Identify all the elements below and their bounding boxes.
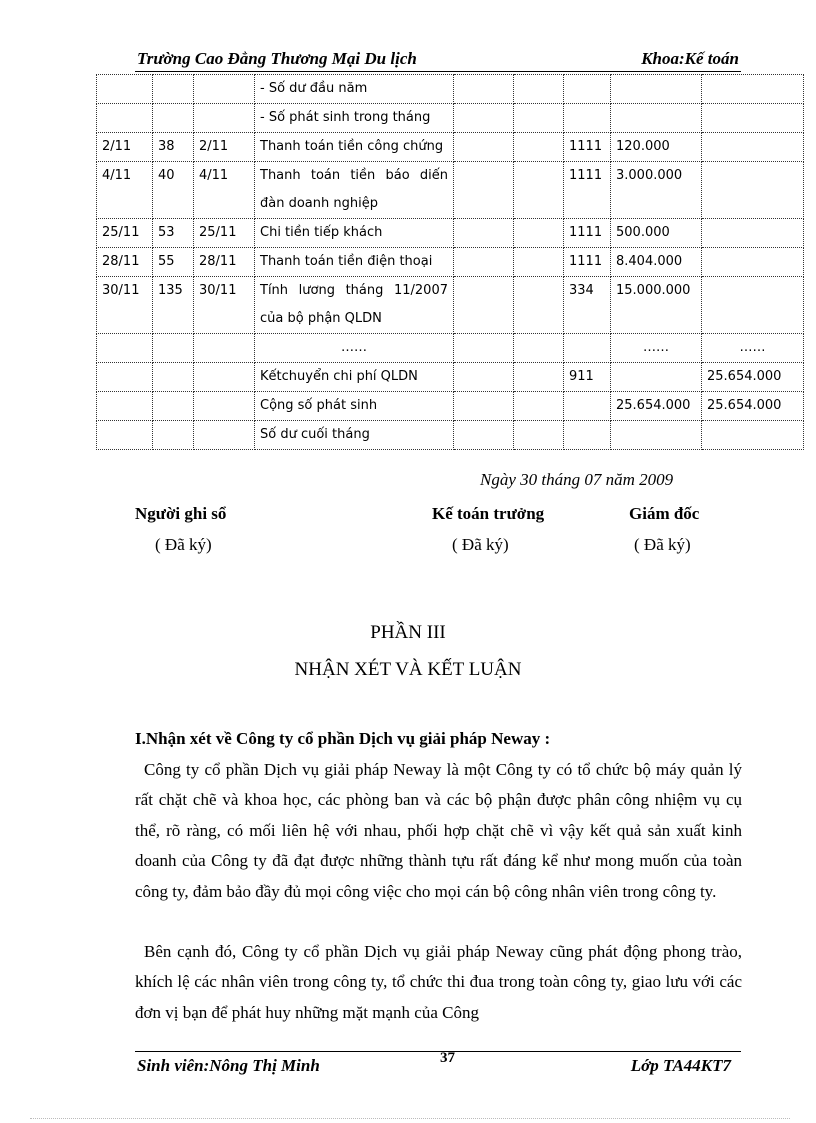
table-cell (702, 162, 804, 219)
table-cell: 500.000 (611, 219, 702, 248)
part-title: NHẬN XÉT VÀ KẾT LUẬN (294, 659, 522, 680)
table-cell (194, 421, 255, 450)
table-cell (611, 75, 702, 104)
table-cell (514, 421, 564, 450)
table-cell: 55 (153, 248, 194, 277)
section-title: I.Nhận xét về Công ty cổ phần Dịch vụ giải pháp Neway : (135, 729, 551, 748)
table-cell: 25.654.000 (611, 392, 702, 421)
table-cell (194, 392, 255, 421)
bottom-divider (30, 1118, 790, 1119)
table-cell: - Số dư đầu năm (255, 75, 454, 104)
table-cell: 28/11 (194, 248, 255, 277)
header-faculty: Khoa:Kế toán (641, 49, 739, 68)
table-cell (454, 219, 514, 248)
table-cell: 30/11 (194, 277, 255, 334)
signature-director (629, 504, 699, 555)
table-cell (97, 363, 153, 392)
table-cell (564, 334, 611, 363)
table-cell: Thanh toán tiền công chứng (255, 133, 454, 162)
signature-recorder (135, 504, 226, 555)
table-cell (97, 334, 153, 363)
table-cell: Tính lương tháng 11/2007 của bộ phận QLDN (255, 277, 454, 334)
table-cell: 53 (153, 219, 194, 248)
signature-role: Giám đốc (629, 504, 700, 523)
table-cell: 2/11 (194, 133, 255, 162)
table-cell (514, 248, 564, 277)
table-cell (97, 421, 153, 450)
table-cell (702, 75, 804, 104)
table-cell (97, 104, 153, 133)
table-cell (153, 421, 194, 450)
table-cell (611, 104, 702, 133)
page-footer (135, 1051, 741, 1082)
table-cell: 1111 (564, 248, 611, 277)
table-row (97, 219, 804, 248)
table-cell (611, 363, 702, 392)
table-cell (454, 75, 514, 104)
table-row (97, 392, 804, 421)
table-cell: …… (611, 334, 702, 363)
table-cell: 911 (564, 363, 611, 392)
table-cell (564, 75, 611, 104)
table-row (97, 421, 804, 450)
table-cell (702, 219, 804, 248)
table-cell (611, 421, 702, 450)
table-cell: …… (702, 334, 804, 363)
signature-role: Người ghi sổ (135, 504, 227, 523)
table-cell (702, 277, 804, 334)
signature-chief-accountant (432, 504, 544, 555)
table-cell (514, 75, 564, 104)
signature-note: ( Đã ký) (155, 535, 212, 554)
table-row (97, 248, 804, 277)
table-cell: 25/11 (97, 219, 153, 248)
table-cell (702, 248, 804, 277)
table-row (97, 104, 804, 133)
table-cell (153, 392, 194, 421)
table-cell: 3.000.000 (611, 162, 702, 219)
table-cell: Chi tiền tiếp khách (255, 219, 454, 248)
footer-student: Sinh viên:Nông Thị Minh (137, 1056, 320, 1075)
footer-class: Lớp TA44KT7 (630, 1056, 731, 1075)
table-cell (514, 334, 564, 363)
table-cell (97, 392, 153, 421)
table-cell: 2/11 (97, 133, 153, 162)
table-row (97, 162, 804, 219)
table-cell (514, 277, 564, 334)
table-cell (454, 133, 514, 162)
table-row (97, 277, 804, 334)
part-number: PHẦN III (370, 622, 446, 643)
date-line: Ngày 30 tháng 07 năm 2009 (480, 470, 674, 489)
table-cell: 1111 (564, 219, 611, 248)
table-cell: 1111 (564, 133, 611, 162)
table-cell (454, 277, 514, 334)
table-cell (194, 363, 255, 392)
table-cell: Cộng số phát sinh (255, 392, 454, 421)
table-cell: Thanh toán tiền điện thoại (255, 248, 454, 277)
table-cell: 4/11 (194, 162, 255, 219)
table-cell: 30/11 (97, 277, 153, 334)
table-cell: 4/11 (97, 162, 153, 219)
table-cell: 15.000.000 (611, 277, 702, 334)
table-cell: - Số phát sinh trong tháng (255, 104, 454, 133)
table-cell: Kếtchuyển chi phí QLDN (255, 363, 454, 392)
signature-note: ( Đã ký) (634, 535, 691, 554)
table-cell: 28/11 (97, 248, 153, 277)
table-cell: Số dư cuối tháng (255, 421, 454, 450)
table-cell (194, 75, 255, 104)
table-cell: …… (255, 334, 454, 363)
table-cell: 25.654.000 (702, 392, 804, 421)
table-cell: 25/11 (194, 219, 255, 248)
table-cell (454, 248, 514, 277)
table-cell (564, 104, 611, 133)
table-cell (514, 104, 564, 133)
table-cell (454, 421, 514, 450)
signature-role: Kế toán trưởng (432, 504, 545, 523)
table-cell (194, 334, 255, 363)
ledger-table (96, 74, 804, 450)
paragraph-2: Bên cạnh đó, Công ty cổ phần Dịch vụ giải pháp Neway cũng phát động phong trào, khích lệ các nhân viên trong công ty, tổ chức thi đua trong toàn công ty, giao lưu với các đơn vị bạn để phát huy những mặt mạnh của Công (135, 942, 742, 1022)
table-row (97, 133, 804, 162)
paragraph-1: Công ty cổ phần Dịch vụ giải pháp Neway là một Công ty có tổ chức bộ máy quản lý rất chặt chẽ và khoa học, các phòng ban và các bộ phận được phân công nhiệm vụ cụ thể, rõ ràng, có mối liên hệ với nhau, phối hợp chặt chẽ vì vậy kết quả sản xuất kinh doanh của Công ty đã đạt được những thành tựu rất đáng kể như mong muốn của toàn công ty, đảm bảo đầy đủ mọi công việc cho mọi cán bộ công nhân viên trong công ty. (135, 760, 742, 901)
table-cell (564, 421, 611, 450)
table-row (97, 334, 804, 363)
table-cell: 40 (153, 162, 194, 219)
table-cell: 1111 (564, 162, 611, 219)
table-cell: 135 (153, 277, 194, 334)
table-cell (153, 363, 194, 392)
table-cell (454, 334, 514, 363)
table-cell (702, 133, 804, 162)
table-cell (454, 363, 514, 392)
table-cell (514, 162, 564, 219)
table-cell (514, 363, 564, 392)
table-cell (153, 75, 194, 104)
page-number: 37 (440, 1050, 455, 1066)
page-header (135, 47, 741, 72)
table-cell: 120.000 (611, 133, 702, 162)
table-cell: 334 (564, 277, 611, 334)
table-cell (454, 104, 514, 133)
table-cell (514, 219, 564, 248)
table-cell (153, 334, 194, 363)
table-cell (153, 104, 194, 133)
table-cell (454, 392, 514, 421)
table-row (97, 363, 804, 392)
table-cell (97, 75, 153, 104)
table-cell (514, 133, 564, 162)
signature-note: ( Đã ký) (452, 535, 509, 554)
table-cell (702, 104, 804, 133)
table-cell: Thanh toán tiền báo diến đàn doanh nghiệp (255, 162, 454, 219)
table-cell (194, 104, 255, 133)
table-row (97, 75, 804, 104)
table-cell (564, 392, 611, 421)
table-cell: 25.654.000 (702, 363, 804, 392)
table-cell: 38 (153, 133, 194, 162)
table-cell (702, 421, 804, 450)
table-cell (514, 392, 564, 421)
table-cell: 8.404.000 (611, 248, 702, 277)
table-cell (454, 162, 514, 219)
header-school: Trường Cao Đẳng Thương Mại Du lịch (137, 49, 417, 68)
